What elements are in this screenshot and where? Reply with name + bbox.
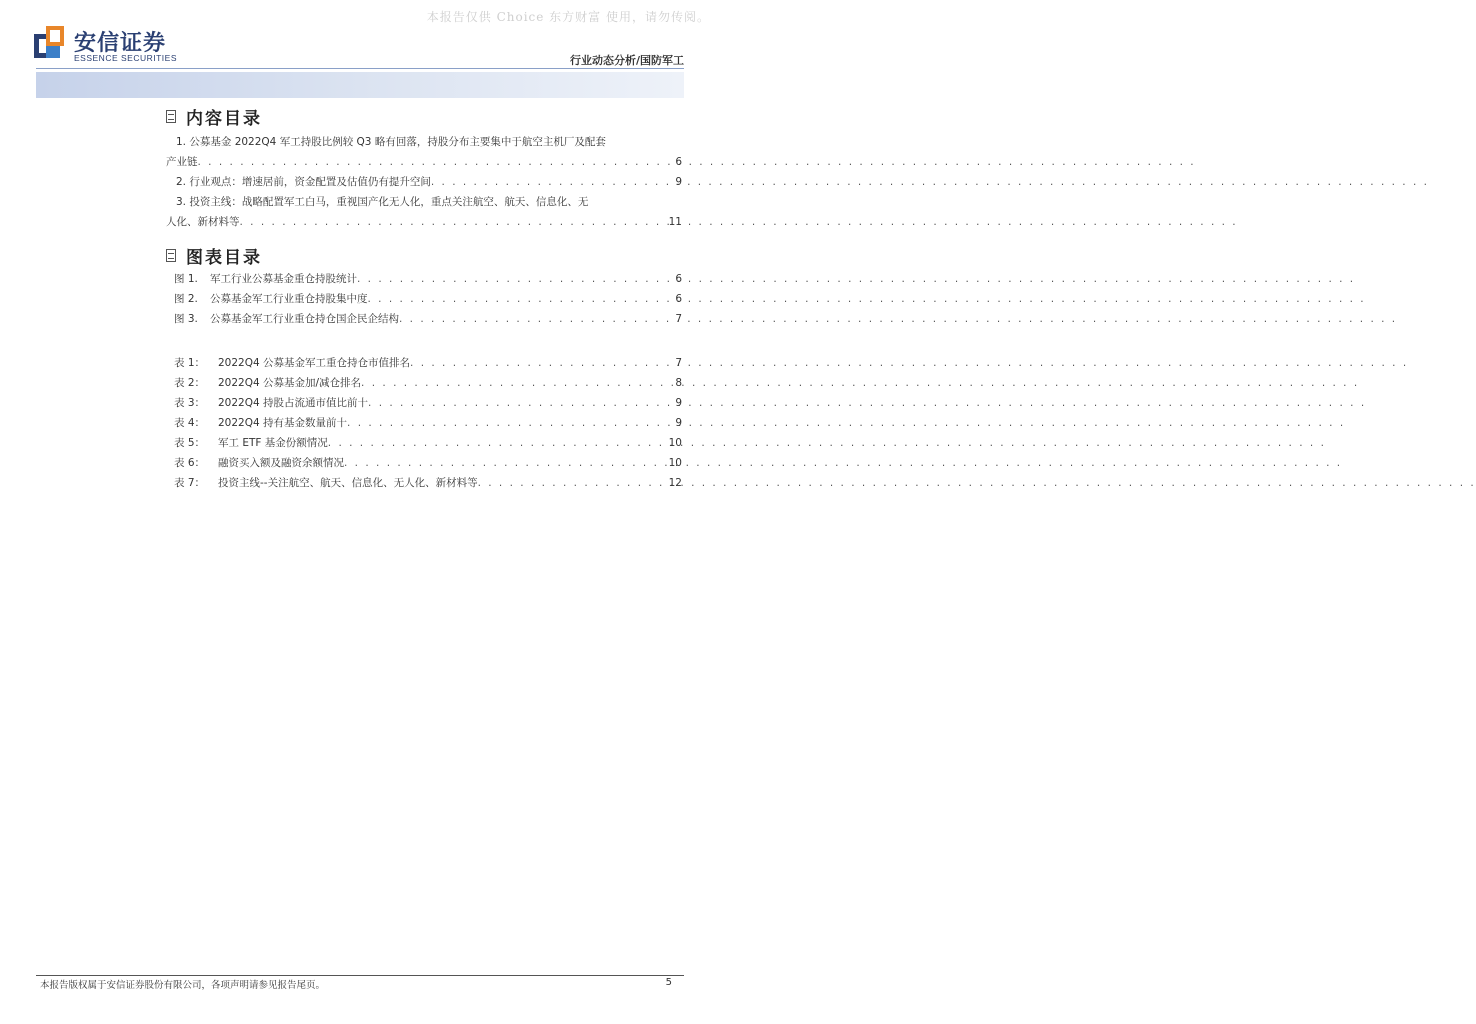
dot-leader [240,212,665,232]
logo-mark-icon [34,26,66,62]
charts-toc-section [166,243,682,493]
table-label: 表 4： [174,417,206,429]
toc-entry-3-line1[interactable] [166,192,682,212]
table-label: 表 7： [174,477,206,489]
table-title: 投资主线--关注航空、航天、信息化、无人化、新材料等 [218,477,478,489]
contents-title [166,104,682,128]
table-entry[interactable] [166,413,682,433]
page-number: 5 [665,977,672,988]
charts-toc-title-text: 图表目录 [186,247,262,268]
footer-disclaimer: 本报告版权属于安信证券股份有限公司，各项声明请参见报告尾页。 [40,980,326,991]
figure-page-number: 6 [675,293,682,305]
figure-entry[interactable] [166,269,682,289]
contents-title-text: 内容目录 [186,108,262,129]
dot-leader [357,269,671,289]
dot-leader [478,473,665,493]
figure-label: 图 2. [174,293,198,305]
toc-entry-1-line1[interactable] [166,132,682,152]
toc-entry-text: 产业链 [166,156,198,168]
dot-leader [368,289,672,309]
figure-page-number: 7 [675,313,682,325]
table-entry[interactable] [166,433,682,453]
figure-title: 公募基金军工行业重仓持股集中度 [210,293,368,305]
table-title: 2022Q4 公募基金加/减仓排名 [218,377,362,389]
footer-divider [36,975,684,976]
toc-entry-text: 人化、新材料等 [166,216,240,228]
table-label: 表 1： [174,357,206,369]
table-page-number: 7 [675,357,682,369]
toc-page-number: 6 [675,156,682,168]
table-title: 2022Q4 公募基金军工重仓持仓市值排名 [218,357,411,369]
brand-name-cn: 安信证券 [74,31,167,56]
dot-leader [399,309,671,329]
dot-leader [198,152,672,172]
contents-section [166,104,682,232]
toc-entry-text: 3. 投资主线：战略配置军工白马，重视国产化无人化，重点关注航空、航天、信息化、无 [176,196,589,208]
table-entry[interactable] [166,393,682,413]
figure-title: 公募基金军工行业重仓持仓国企民企结构 [210,313,399,325]
table-label: 表 6： [174,457,206,469]
watermark-text: 本报告仅供 Choice 东方财富 使用，请勿传阅。 [426,10,710,24]
document-icon [166,110,176,123]
table-page-number: 8 [675,377,682,389]
header-band [36,72,684,98]
table-page-number: 9 [675,397,682,409]
table-title: 军工 ETF 基金份额情况 [218,437,328,449]
table-entry[interactable] [166,353,682,373]
brand-logo [34,26,184,68]
dot-leader [328,433,665,453]
toc-entry-3-line2[interactable] [166,212,682,232]
dot-leader [410,353,671,373]
table-label: 表 5： [174,437,206,449]
toc-entry-1-line2[interactable] [166,152,682,172]
table-entry[interactable] [166,473,682,493]
report-type-label: 行业动态分析/国防军工 [569,54,684,67]
brand-name-en: ESSENCE SECURITIES [74,53,177,63]
table-page-number: 12 [668,477,682,489]
toc-entry-2[interactable] [166,172,682,192]
dot-leader [344,453,665,473]
toc-page-number: 9 [675,176,682,188]
toc-entry-text: 1. 公募基金 2022Q4 军工持股比例较 Q3 略有回落，持股分布主要集中于航空主机厂及配套 [176,136,606,148]
figure-page-number: 6 [675,273,682,285]
charts-toc-title [166,243,682,267]
figure-label: 图 3. [174,313,198,325]
table-entry[interactable] [166,373,682,393]
dot-leader [347,413,671,433]
table-label: 表 3： [174,397,206,409]
table-title: 2022Q4 持股占流通市值比前十 [218,397,369,409]
table-title: 2022Q4 持有基金数量前十 [218,417,348,429]
figure-entry[interactable] [166,289,682,309]
document-icon [166,249,176,262]
toc-entry-text: 2. 行业观点：增速居前，资金配置及估值仍有提升空间 [176,176,431,188]
table-page-number: 10 [668,457,682,469]
dot-leader [368,393,671,413]
table-page-number: 9 [675,417,682,429]
figure-entry[interactable] [166,309,682,329]
figure-label: 图 1. [174,273,198,285]
table-label: 表 2： [174,377,206,389]
table-entry[interactable] [166,453,682,473]
dot-leader [361,373,671,393]
dot-leader [431,172,671,192]
table-page-number: 10 [668,437,682,449]
table-title: 融资买入额及融资余额情况 [218,457,344,469]
figure-title: 军工行业公募基金重仓持股统计 [210,273,357,285]
toc-page-number: 11 [668,216,682,228]
header-divider [36,68,684,69]
